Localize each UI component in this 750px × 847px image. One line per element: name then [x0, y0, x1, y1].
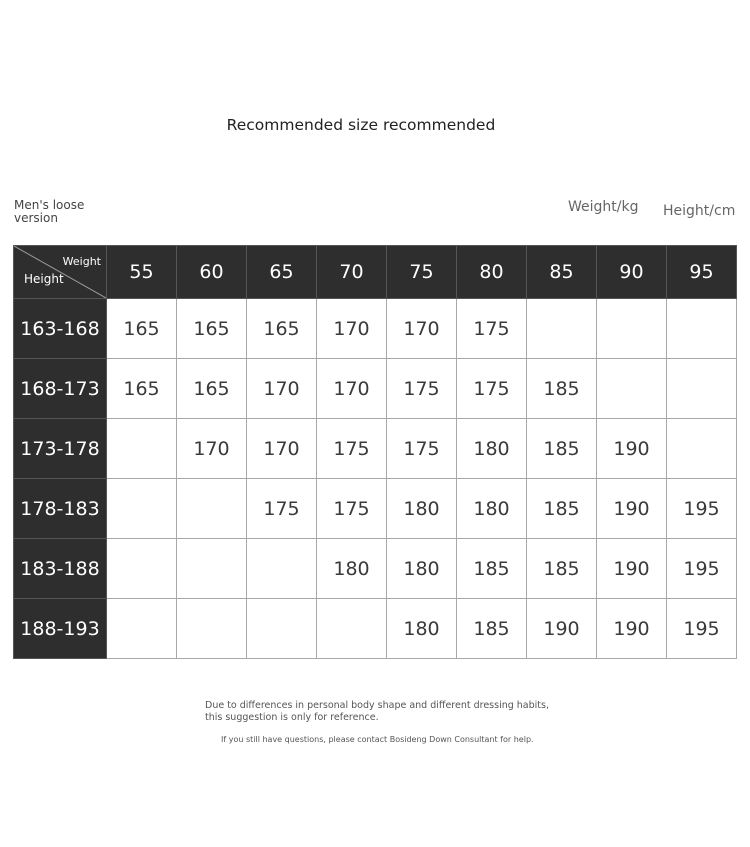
height-range-cell: 183-188	[14, 539, 107, 599]
size-cell	[597, 359, 667, 419]
weight-unit-label: Weight/kg	[568, 199, 639, 215]
size-cell: 170	[317, 299, 387, 359]
size-cell: 175	[247, 479, 317, 539]
height-range-cell: 173-178	[14, 419, 107, 479]
weight-header-cell: 95	[667, 246, 737, 299]
corner-height-label: Height	[24, 272, 64, 286]
size-cell: 165	[177, 299, 247, 359]
size-cell: 185	[527, 479, 597, 539]
size-cell: 190	[597, 539, 667, 599]
corner-weight-label: Weight	[62, 255, 101, 268]
size-cell: 185	[527, 359, 597, 419]
size-cell	[247, 539, 317, 599]
weight-header-cell: 80	[457, 246, 527, 299]
size-cell: 190	[527, 599, 597, 659]
size-cell: 170	[387, 299, 457, 359]
height-unit-label: Height/cm	[663, 203, 736, 219]
size-cell: 195	[667, 599, 737, 659]
size-cell: 185	[527, 539, 597, 599]
weight-header-cell: 60	[177, 246, 247, 299]
size-cell: 185	[527, 419, 597, 479]
size-cell: 190	[597, 419, 667, 479]
size-row	[14, 299, 737, 359]
page-title: Recommended size recommended	[226, 116, 496, 134]
size-cell: 170	[247, 419, 317, 479]
size-cell: 180	[457, 419, 527, 479]
size-cell: 165	[107, 359, 177, 419]
size-cell	[107, 539, 177, 599]
height-range-cell: 163-168	[14, 299, 107, 359]
size-cell: 180	[317, 539, 387, 599]
size-cell: 195	[667, 479, 737, 539]
size-cell: 175	[387, 359, 457, 419]
size-cell: 165	[247, 299, 317, 359]
size-cell: 190	[597, 479, 667, 539]
size-cell: 165	[177, 359, 247, 419]
size-cell	[107, 419, 177, 479]
size-cell	[527, 299, 597, 359]
corner-header-cell	[14, 246, 107, 299]
size-cell	[597, 299, 667, 359]
size-cell	[107, 479, 177, 539]
height-range-cell: 178-183	[14, 479, 107, 539]
size-cell: 175	[457, 299, 527, 359]
size-cell	[177, 599, 247, 659]
size-cell: 185	[457, 599, 527, 659]
size-row	[14, 479, 737, 539]
weight-header-cell: 55	[107, 246, 177, 299]
size-cell	[247, 599, 317, 659]
size-row	[14, 419, 737, 479]
weight-header-row	[14, 246, 737, 299]
size-cell: 190	[597, 599, 667, 659]
size-cell	[667, 419, 737, 479]
weight-header-cell: 85	[527, 246, 597, 299]
weight-header-cell: 75	[387, 246, 457, 299]
reference-note	[205, 700, 549, 724]
size-row	[14, 359, 737, 419]
size-cell: 185	[457, 539, 527, 599]
size-cell	[667, 359, 737, 419]
size-cell	[177, 479, 247, 539]
size-row	[14, 599, 737, 659]
size-cell: 180	[387, 479, 457, 539]
size-cell: 170	[177, 419, 247, 479]
reference-note-line2: this suggestion is only for reference.	[205, 712, 379, 723]
size-cell	[107, 599, 177, 659]
size-cell	[667, 299, 737, 359]
size-cell: 170	[247, 359, 317, 419]
size-cell: 175	[317, 479, 387, 539]
weight-header-cell: 65	[247, 246, 317, 299]
size-cell: 170	[317, 359, 387, 419]
height-range-cell: 168-173	[14, 359, 107, 419]
size-cell: 175	[387, 419, 457, 479]
reference-note-line1: Due to differences in personal body shape and different dressing habits,	[205, 700, 549, 711]
size-cell: 175	[457, 359, 527, 419]
weight-header-cell: 70	[317, 246, 387, 299]
size-chart-table	[13, 245, 737, 659]
height-range-cell: 188-193	[14, 599, 107, 659]
size-cell: 180	[387, 599, 457, 659]
size-cell: 195	[667, 539, 737, 599]
weight-header-cell: 90	[597, 246, 667, 299]
size-cell: 165	[107, 299, 177, 359]
version-label-text: Men's loose version	[14, 198, 85, 225]
size-cell: 180	[457, 479, 527, 539]
size-cell	[317, 599, 387, 659]
size-cell: 175	[317, 419, 387, 479]
size-cell	[177, 539, 247, 599]
version-label	[14, 199, 94, 225]
size-row	[14, 539, 737, 599]
contact-note: If you still have questions, please contact Bosideng Down Consultant for help.	[221, 735, 534, 744]
size-cell: 180	[387, 539, 457, 599]
